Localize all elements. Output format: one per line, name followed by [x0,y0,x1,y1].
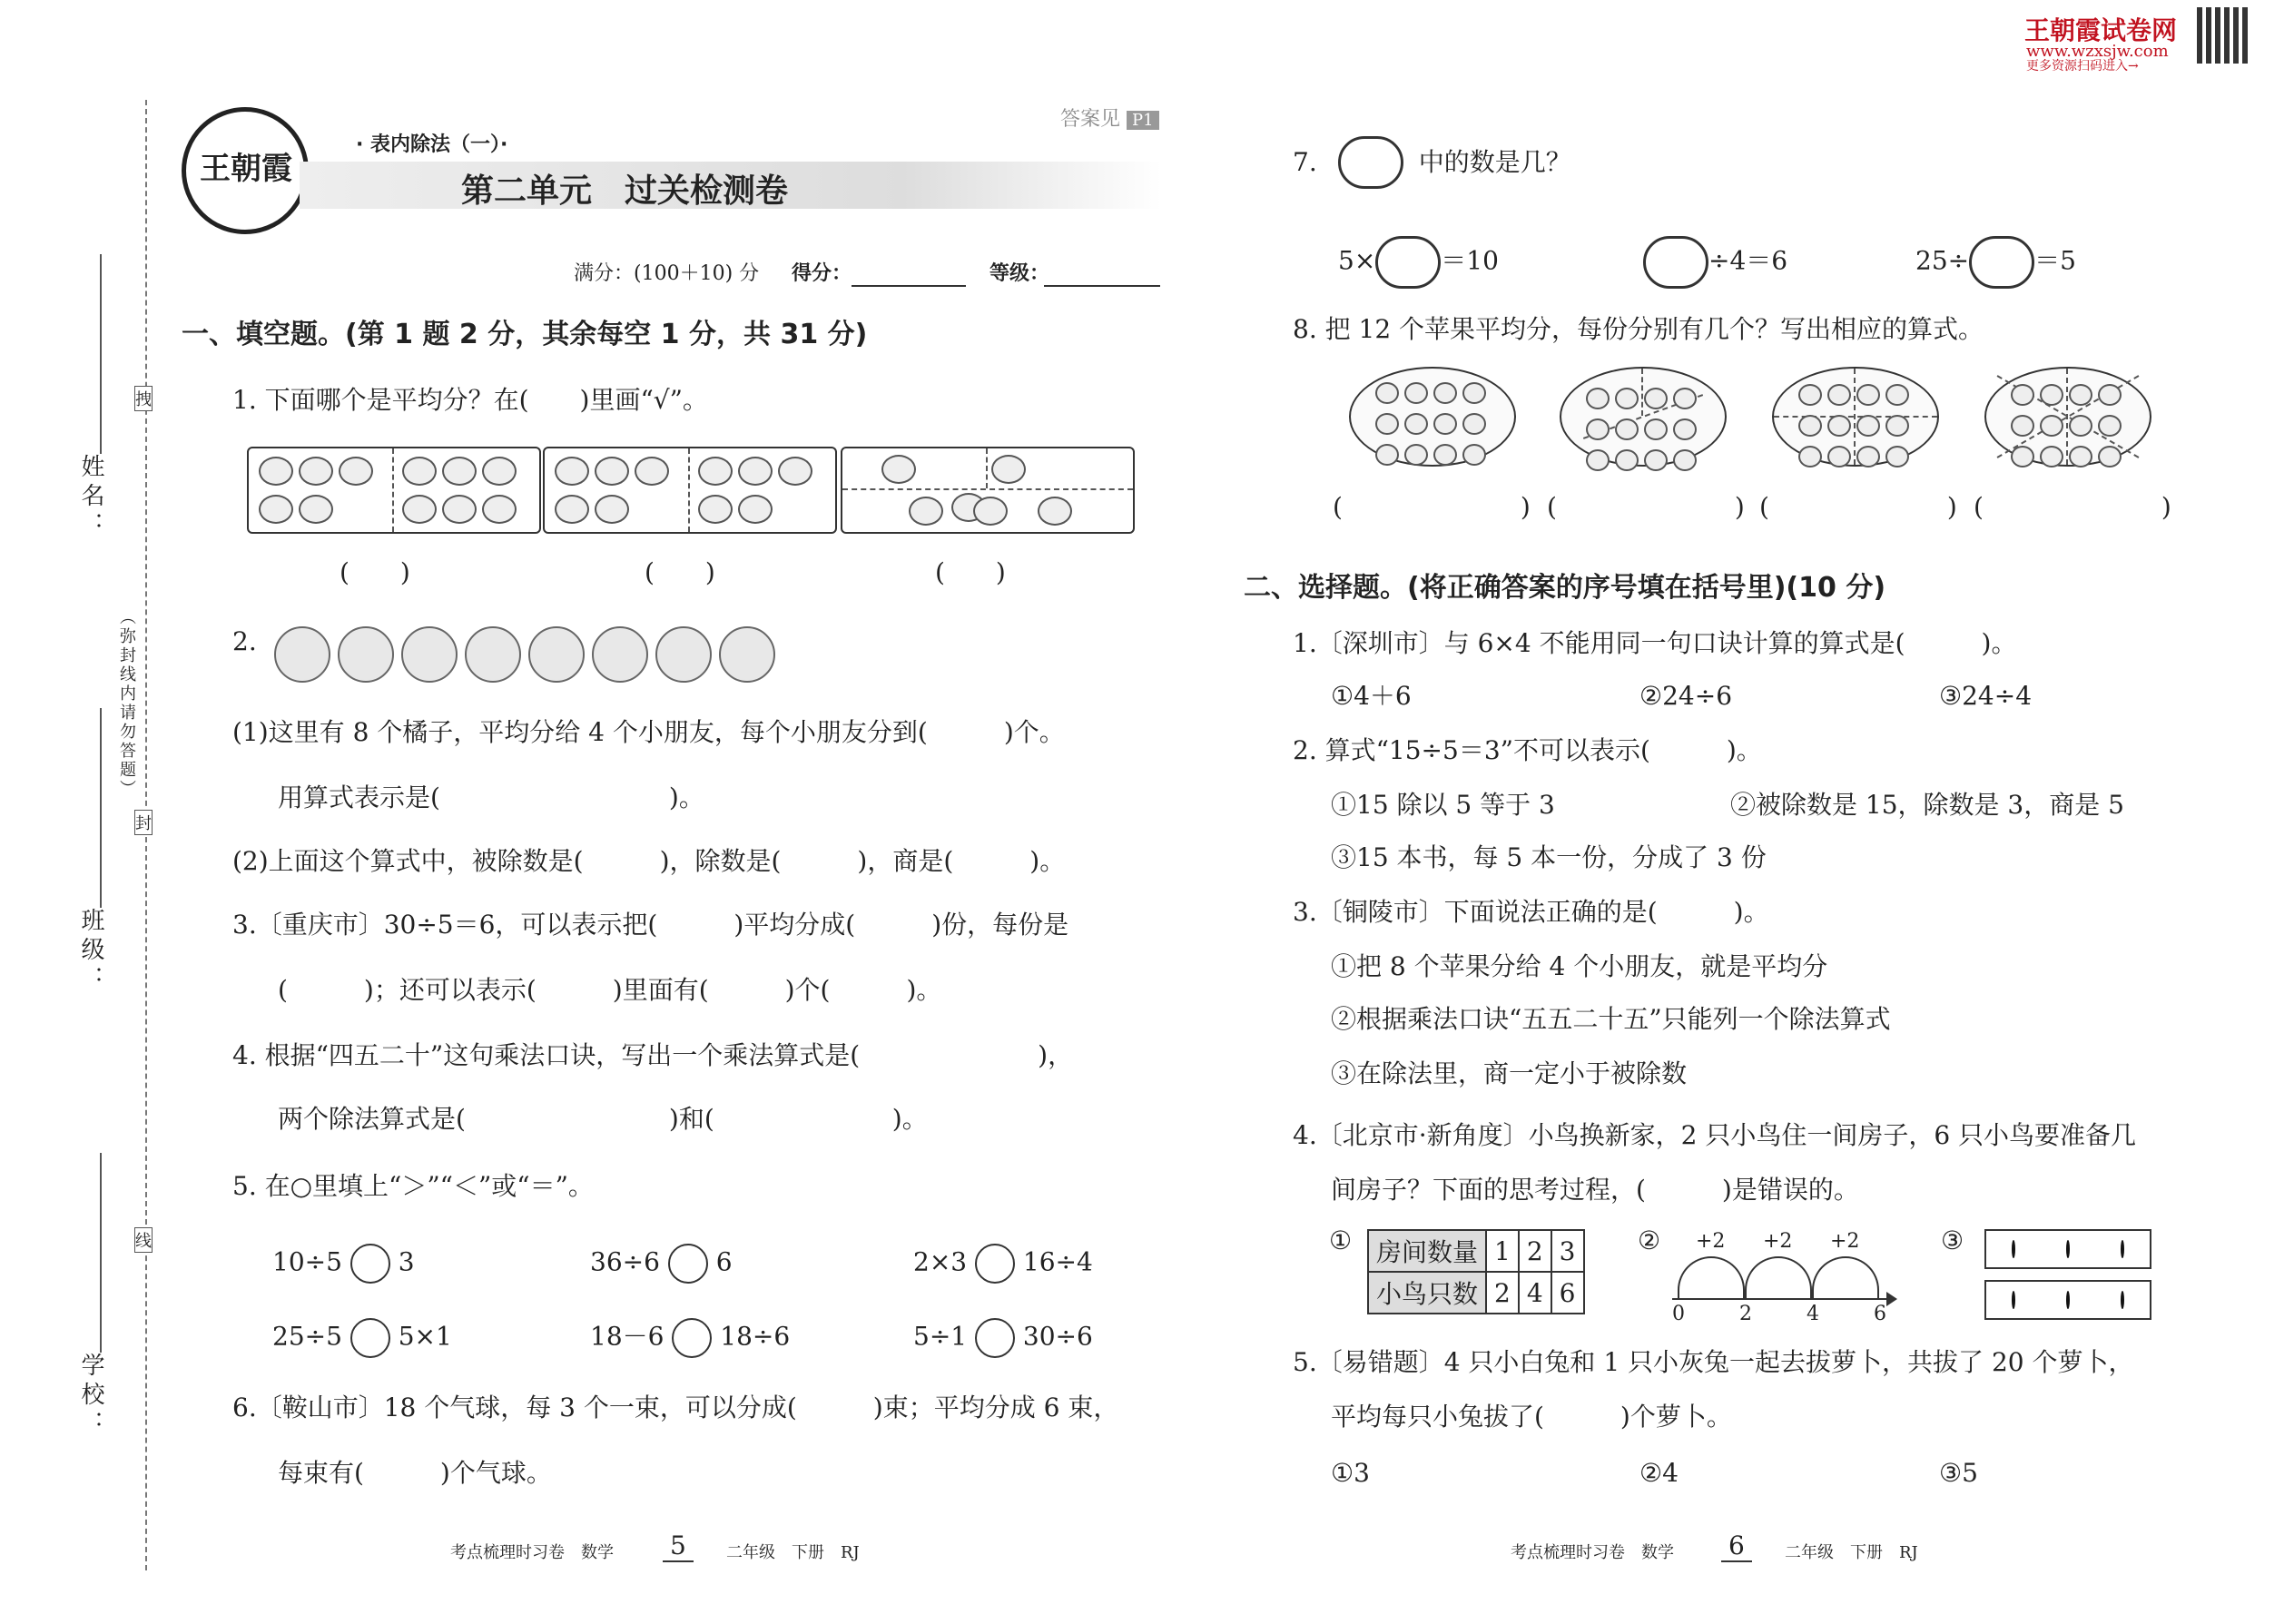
s2-q2: 2. 算式“15÷5＝3”不可以表示( )。 [1293,735,1762,765]
compare-circle[interactable] [350,1244,390,1284]
q3b: ( )；还可以表示( )里面有( )个( )。 [278,975,942,1005]
orange-icon [338,626,394,683]
orange-icon [465,626,521,683]
q1-option-a [247,447,541,534]
s2-q1-opt-1[interactable]: ①4＋6 [1331,681,1412,711]
compare-circle[interactable] [672,1318,712,1358]
q8-blank-3[interactable]: ( ) [1759,492,1957,522]
room-bird-table: 房间数量 1 2 3 小鸟只数 2 4 6 [1367,1229,1585,1314]
brand-site: 王朝霞试卷网 [2024,15,2178,45]
q5-item-3: 2×3 16÷4 [913,1244,1093,1284]
q1-option-b [543,447,837,534]
s2-q4a: 4.〔北京市·新角度〕小鸟换新家，2 只小鸟住一间房子，6 只小鸟要准备几 [1293,1120,2137,1150]
s2-q4b: 间房子？下面的思考过程，( )是错误的。 [1331,1175,1859,1205]
name-label: 姓名： [77,454,104,541]
q2-2: (2)上面这个算式中，被除数是( )，除数是( )，商是( )。 [232,846,1066,876]
seal-mark-3: 线 [134,1227,153,1253]
class-label: 班级： [77,908,104,995]
answer-page-badge: P1 [1127,111,1159,130]
grade-field[interactable] [1044,285,1160,287]
compare-circle[interactable] [350,1318,390,1358]
compare-circle[interactable] [668,1244,708,1284]
score-field[interactable] [852,285,966,287]
q7-item-1: 5× ＝10 [1338,236,1499,289]
binding-line [145,100,147,1570]
section1-heading: 一、填空题。(第 1 题 2 分，其余每空 1 分，共 31 分) [182,319,868,350]
seal-notice: （弥封线内请勿答题） [117,608,136,799]
dot-group-1 [1984,1229,2151,1269]
logo-text: 王朝霞 [200,151,292,187]
q1-blank-a[interactable]: ( ) [340,557,410,587]
s2-q1-opt-3[interactable]: ③24÷4 [1939,681,2033,711]
footer-left-grade: 二年级 下册 RJ [726,1543,860,1562]
s2-q2-opt-2[interactable]: ②被除数是 15，除数是 3，商是 5 [1730,790,2124,820]
mirror-frame-icon [1338,136,1403,189]
s2-q3-opt-1[interactable]: ①把 8 个苹果分给 4 个小朋友，就是平均分 [1331,951,1828,981]
s2-q5-opt-2[interactable]: ②4 [1639,1458,1679,1488]
page-title: 第二单元 过关检测卷 [461,172,789,210]
subtitle: · 表内除法（一）· [356,133,508,156]
q1-text: 1. 下面哪个是平均分？在( )里画“√”。 [232,385,708,415]
footer-left-page: 5 [663,1530,694,1562]
q7-item-2: ÷4＝6 [1643,236,1787,289]
footer-right-grade: 二年级 下册 RJ [1785,1543,1918,1562]
qr-code-icon[interactable] [2197,7,2250,64]
s2-q2-opt-3[interactable]: ③15 本书，每 5 本一份，分成了 3 份 [1331,842,1767,872]
q5-item-6: 5÷1 30÷6 [913,1318,1093,1358]
brand-url: www.wzxsjw.com [2026,42,2169,61]
s2-q1: 1.〔深圳市〕与 6×4 不能用同一句口诀计算的算式是( )。 [1293,628,2017,658]
q5-item-1: 10÷5 3 [272,1244,415,1284]
apple-plate-3 [1772,367,1939,467]
orange-icon [719,626,775,683]
seal-mark-2: 封 [134,810,153,835]
q8-text: 8. 把 12 个苹果平均分，每份分别有几个？写出相应的算式。 [1293,314,1984,344]
apple-plate-2 [1560,367,1727,467]
compare-circle[interactable] [975,1318,1015,1358]
s2-q2-opt-1[interactable]: ①15 除以 5 等于 3 [1331,790,1555,820]
full-score: 满分：(100＋10) 分 [574,262,760,285]
q6b: 每束有( )个气球。 [278,1458,552,1488]
orange-icon [592,626,648,683]
q5-item-2: 36÷6 6 [590,1244,733,1284]
grade-label: 等级： [989,262,1050,285]
s2-q5a: 5.〔易错题〕4 只小白兔和 1 只小灰兔一起去拔萝卜，共拔了 20 个萝卜， [1293,1347,2134,1377]
q2-number: 2. [232,626,257,656]
school-field[interactable] [100,1153,102,1353]
orange-icon [274,626,330,683]
q7-item-3: 25÷ ＝5 [1915,236,2076,289]
q8-blank-4[interactable]: ( ) [1974,492,2171,522]
q3a: 3.〔重庆市〕30÷5＝6，可以表示把( )平均分成( )份，每份是 [232,910,1069,940]
q8-blank-1[interactable]: ( ) [1333,492,1531,522]
s2-q3-opt-2[interactable]: ②根据乘法口诀“五五二十五”只能列一个除法算式 [1331,1004,1891,1034]
orange-row [274,626,783,686]
apple-plate-4 [1984,367,2151,467]
orange-icon [528,626,585,683]
q2-1b: 用算式表示是( )。 [278,782,704,812]
q1-blank-c[interactable]: ( ) [935,557,1006,587]
s2-q5b: 平均每只小兔拔了( )个萝卜。 [1331,1402,1732,1432]
q2-1a: (1)这里有 8 个橘子，平均分给 4 个小朋友，每个小朋友分到( )个。 [232,717,1065,747]
q5-item-4: 25÷5 5×1 [272,1318,452,1358]
orange-icon [401,626,458,683]
q5-text: 5. 在○里填上“＞”“＜”或“＝”。 [232,1171,594,1201]
name-field[interactable] [100,254,102,454]
class-field[interactable] [100,708,102,908]
section2-heading: 二、选择题。(将正确答案的序号填在括号里)(10 分) [1244,572,1886,604]
footer-left-series: 考点梳理时习卷 数学 [450,1543,614,1562]
orange-icon [655,626,712,683]
seal-mark-1: 拽 [134,386,153,411]
s2-q5-opt-1[interactable]: ①3 [1331,1458,1370,1488]
q7-text: 7. 中的数是几？ [1293,147,1571,177]
s2-q5-opt-3[interactable]: ③5 [1939,1458,1978,1488]
q5-item-5: 18－6 18÷6 [590,1318,790,1358]
number-line: +2 +2 +2 0 2 4 6 [1672,1229,1899,1320]
s2-q4-label-3[interactable]: ③ [1941,1225,1964,1255]
compare-circle[interactable] [975,1244,1015,1284]
q8-blank-2[interactable]: ( ) [1547,492,1745,522]
brand-slogan: 更多资源扫码进入→ [2026,59,2139,74]
s2-q4-label-1[interactable]: ① [1329,1225,1353,1255]
school-label: 学校： [77,1353,104,1440]
score-label: 得分： [792,262,852,285]
q1-option-c [841,447,1135,534]
footer-right-series: 考点梳理时习卷 数学 [1511,1543,1674,1562]
answer-frame[interactable] [1969,236,2034,289]
s2-q1-opt-2[interactable]: ②24÷6 [1639,681,1733,711]
answer-frame[interactable] [1643,236,1708,289]
q6a: 6.〔鞍山市〕18 个气球，每 3 个一束，可以分成( )束；平均分成 6 束， [232,1393,1119,1422]
apple-plate-1 [1349,367,1516,467]
answer-ref: 答案见 P1 [1060,107,1159,133]
answer-frame[interactable] [1375,236,1441,289]
s2-q4-label-2[interactable]: ② [1638,1225,1661,1255]
footer-right-page: 6 [1721,1530,1752,1562]
q4b: 两个除法算式是( )和( )。 [278,1104,928,1134]
s2-q3: 3.〔铜陵市〕下面说法正确的是( )。 [1293,897,1769,927]
q4a: 4. 根据“四五二十”这句乘法口诀，写出一个乘法算式是( )， [232,1040,1074,1070]
s2-q3-opt-3[interactable]: ③在除法里，商一定小于被除数 [1331,1058,1688,1088]
q1-blank-b[interactable]: ( ) [645,557,715,587]
dot-group-2 [1984,1280,2151,1320]
